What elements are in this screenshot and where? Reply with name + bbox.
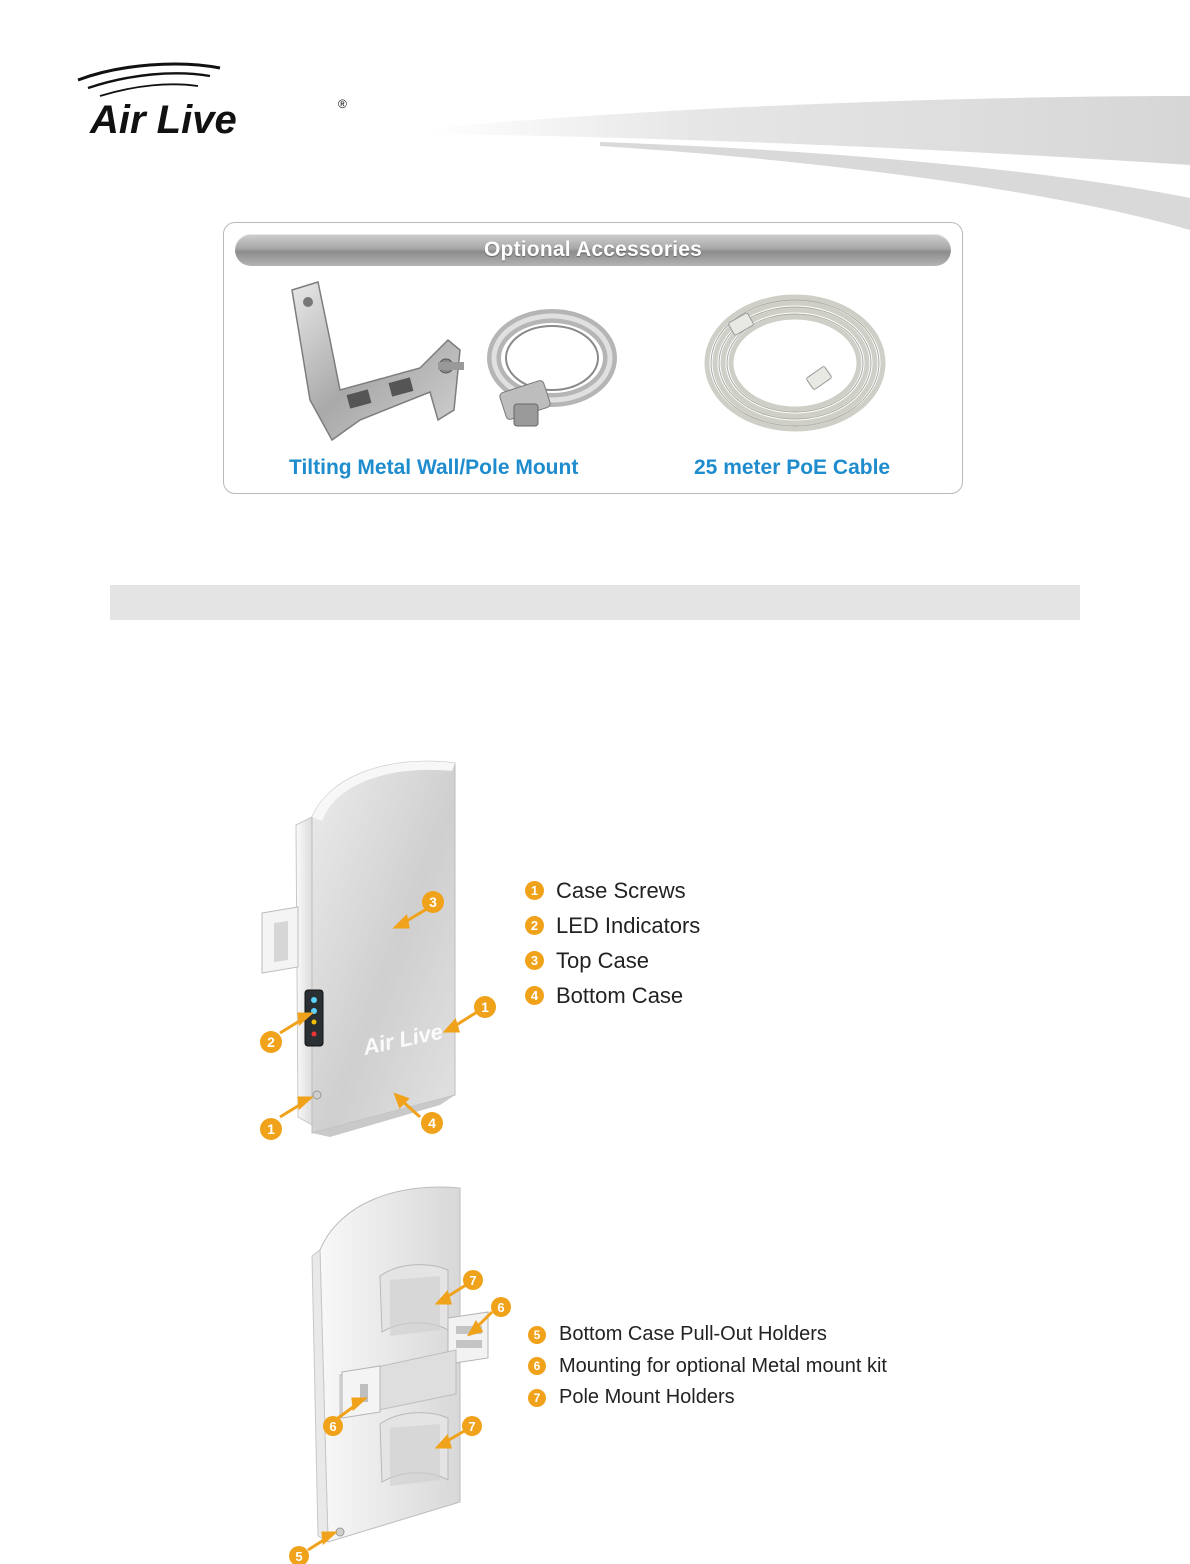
legend-label: Case Screws xyxy=(556,877,686,903)
callout-6-left: 6 xyxy=(329,1419,337,1434)
callout-1-right: 1 xyxy=(481,999,489,1015)
device-logo: Air Live xyxy=(360,1018,445,1060)
callout-3: 3 xyxy=(429,894,437,910)
legend-label: Bottom Case Pull-Out Holders xyxy=(559,1323,827,1346)
section-divider-band xyxy=(110,585,1080,620)
hose-clamp-image xyxy=(480,300,620,440)
legend-number: 5 xyxy=(528,1326,546,1344)
optional-accessories-title: Optional Accessories xyxy=(235,234,951,266)
back-view-legend xyxy=(528,1319,887,1414)
logo-registered-mark: ® xyxy=(338,97,347,111)
callout-7-bottom: 7 xyxy=(468,1419,476,1434)
legend-number: 3 xyxy=(525,951,544,970)
legend-label: LED Indicators xyxy=(556,912,701,938)
legend-item xyxy=(525,873,700,908)
legend-number: 1 xyxy=(525,881,544,900)
legend-item xyxy=(525,978,700,1013)
legend-label: Pole Mount Holders xyxy=(559,1386,735,1409)
legend-label: Bottom Case xyxy=(556,982,684,1008)
legend-label: Top Case xyxy=(556,947,649,973)
logo-text: Air Live xyxy=(90,98,237,142)
front-view-legend xyxy=(525,873,700,1013)
callout-2: 2 xyxy=(267,1034,275,1050)
device-front-view-illustration xyxy=(240,755,510,1150)
legend-number: 6 xyxy=(528,1357,546,1375)
callout-1-left: 1 xyxy=(267,1121,275,1137)
metal-mount-bracket-image xyxy=(270,280,470,445)
caption-poe-cable: 25 meter PoE Cable xyxy=(694,456,891,479)
legend-number: 7 xyxy=(528,1389,546,1407)
poe-cable-image xyxy=(700,285,890,440)
device-back-view-illustration xyxy=(270,1180,520,1564)
legend-item xyxy=(528,1382,887,1414)
legend-number: 2 xyxy=(525,916,544,935)
caption-metal-mount: Tilting Metal Wall/Pole Mount xyxy=(289,456,579,479)
callout-4: 4 xyxy=(428,1115,436,1131)
legend-label: Mounting for optional Metal mount kit xyxy=(559,1354,887,1377)
callout-5: 5 xyxy=(295,1549,303,1564)
callout-6-right: 6 xyxy=(497,1300,505,1315)
legend-number: 4 xyxy=(525,986,544,1005)
header-swoosh xyxy=(430,90,1190,240)
callout-7-top: 7 xyxy=(469,1273,477,1288)
legend-item xyxy=(525,943,700,978)
legend-item xyxy=(525,908,700,943)
legend-item xyxy=(528,1319,887,1351)
legend-item xyxy=(528,1351,887,1383)
airlive-logo xyxy=(70,58,370,148)
